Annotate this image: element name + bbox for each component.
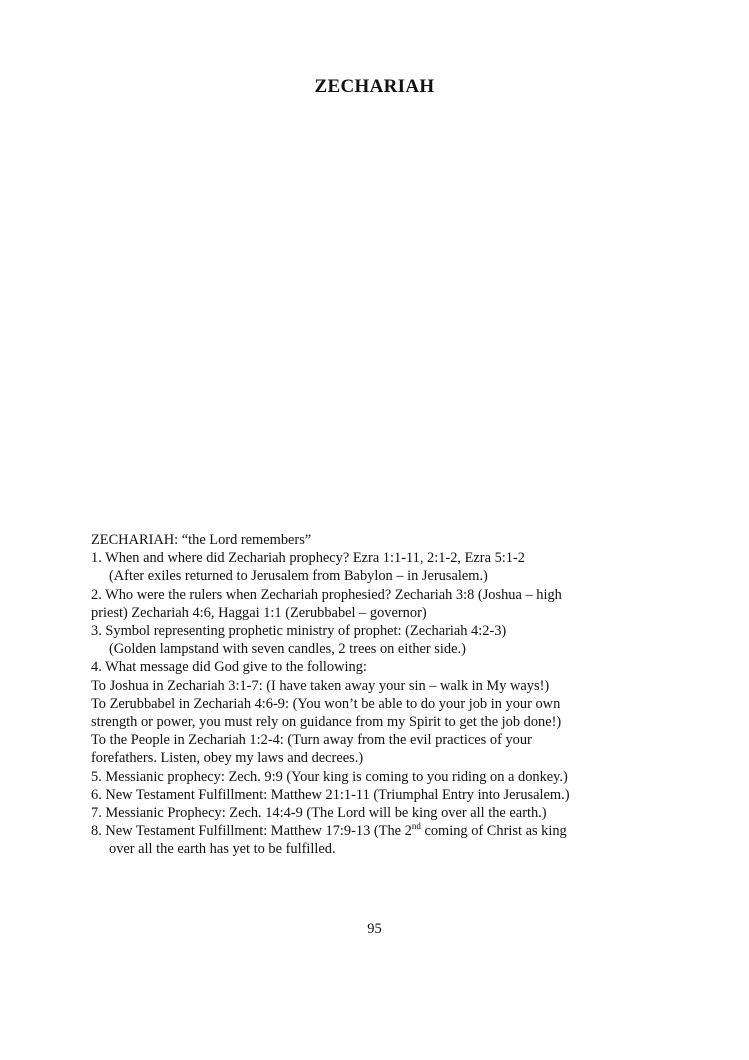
text-line: To Zerubbabel in Zechariah 4:6-9: (You won’t be able to do your job in your own	[91, 695, 561, 712]
text-line: (After exiles returned to Jerusalem from Babylon – in Jerusalem.)	[109, 568, 488, 585]
text-segment: coming of Christ as king	[420, 823, 567, 840]
text-line: forefathers. Listen, obey my laws and decrees.)	[91, 750, 364, 767]
text-line: (Golden lampstand with seven candles, 2 trees on either side.)	[109, 641, 466, 658]
text-line: 5. Messianic prophecy: Zech. 9:9 (Your king is coming to you riding on a donkey.)	[91, 768, 568, 785]
text-line: 3. Symbol representing prophetic ministry of prophet: (Zechariah 4:2-3)	[91, 623, 507, 640]
text-line	[91, 822, 651, 840]
text-line: 7. Messianic Prophecy: Zech. 14:4-9 (The Lord will be king over all the earth.)	[91, 805, 547, 822]
text-line: To Joshua in Zechariah 3:1-7: (I have taken away your sin – walk in My ways!)	[91, 677, 550, 694]
text-line: ZECHARIAH: “the Lord remembers”	[91, 532, 312, 548]
page-title: ZECHARIAH	[314, 76, 435, 97]
text-line: strength or power, you must rely on guidance from my Spirit to get the job done!)	[91, 714, 562, 731]
text-segment: 8. New Testament Fulfillment: Matthew 17:9-13 (The 2	[91, 823, 412, 840]
body-text	[91, 531, 651, 859]
text-line: 1. When and where did Zechariah prophecy? Ezra 1:1-11, 2:1-2, Ezra 5:1-2	[91, 550, 525, 567]
text-line: 6. New Testament Fulfillment: Matthew 21:1-11 (Triumphal Entry into Jerusalem.)	[91, 786, 570, 803]
text-line: priest) Zechariah 4:6, Haggai 1:1 (Zerubbabel – governor)	[91, 604, 427, 621]
text-line: 2. Who were the rulers when Zechariah prophesied? Zechariah 3:8 (Joshua – high	[91, 586, 562, 603]
text-line: 4. What message did God give to the following:	[91, 659, 367, 676]
page-number: 95	[367, 921, 382, 937]
superscript-ordinal: nd	[411, 821, 421, 832]
text-line: To the People in Zechariah 1:2-4: (Turn away from the evil practices of your	[91, 732, 532, 749]
text-line: over all the earth has yet to be fulfilled.	[109, 841, 336, 858]
